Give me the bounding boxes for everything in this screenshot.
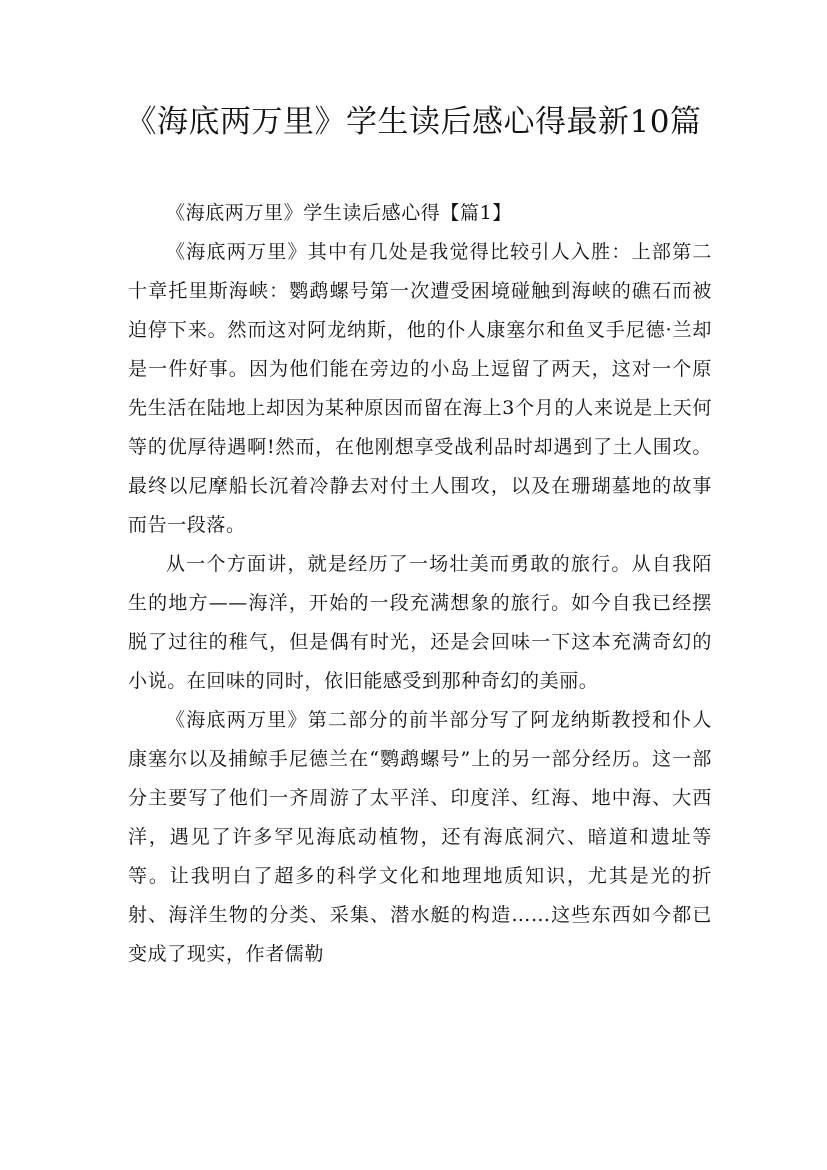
paragraph-2: 从一个方面讲，就是经历了一场壮美而勇敢的旅行。从自我陌生的地方——海洋，开始的一段充满想象的旅行。如今自我已经摆脱了过往的稚气，但是偶有时光，还是会回味一下这本充满奇幻的小说。在回味的同时，依旧能感受到那种奇幻的美丽。 [128, 553, 712, 692]
paragraph-1: 《海底两万里》其中有几处是我觉得比较引人入胜：上部第二十章托里斯海峡：鹦鹉螺号第一次遭受困境碰触到海峡的礁石而被迫停下来。然而这对阿龙纳斯，他的仆人康塞尔和鱼叉手尼德·兰却是一件好事。因为他们能在旁边的小岛上逗留了两天，这对一个原先生活在陆地上却因为某种原因而留在海上3个月的人来说是上天何等的优厚待遇啊!然而，在他刚想享受战利品时却遇到了土人围攻。最终以尼摩船长沉着冷静去对付土人围攻，以及在珊瑚墓地的故事而告一段落。 [128, 241, 712, 536]
document-body [128, 194, 712, 974]
section-heading: 《海底两万里》学生读后感心得【篇1】 [166, 202, 512, 224]
document-title: 《海底两万里》学生读后感心得最新10篇 [125, 104, 702, 140]
paragraph-3: 《海底两万里》第二部分的前半部分写了阿龙纳斯教授和仆人康塞尔以及捕鲸手尼德兰在“鹦鹉螺号”上的另一部分经历。这一部分主要写了他们一齐周游了太平洋、印度洋、红海、地中海、大西洋，遇见了许多罕见海底动植物，还有海底洞穴、暗道和遗址等等。让我明白了超多的科学文化和地理地质知识，尤其是光的折射、海洋生物的分类、采集、潜水艇的构造……这些东西如今都已变成了现实，作者儒勒 [128, 709, 712, 965]
